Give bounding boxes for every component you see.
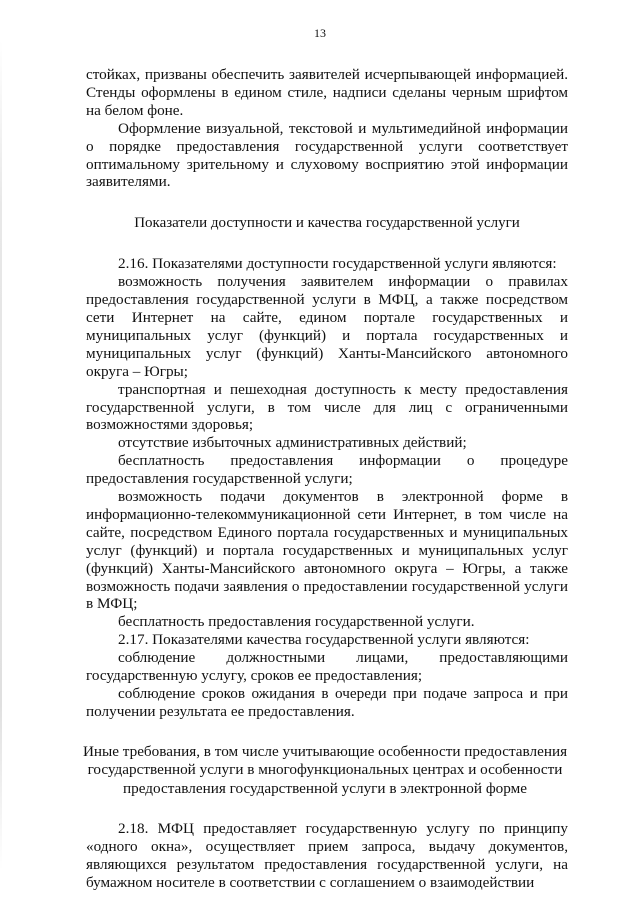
scan-edge-shadow bbox=[0, 40, 2, 870]
list-item-info-access: возможность получения заявителем информации о правилах предоставления государственной услуги в МФЦ, а также посредством сети Интернет на сайте, едином портале государственных и муниципальных услуг (функций) и портала государственных и муниципальных услуг (функций) Ханты-Мансийского автономного округа – Югры; bbox=[86, 273, 568, 380]
page-number: 13 bbox=[314, 26, 326, 40]
list-item-no-excess-actions: отсутствие избыточных административных действий; bbox=[118, 434, 467, 452]
paragraph-stands: стойках, призваны обеспечить заявителей исчерпывающей информацией. Стенды оформлены в едином стиле, надписи сделаны черным шрифтом на белом фоне. bbox=[86, 66, 568, 119]
clause-2-16: 2.16. Показателями доступности государственной услуги являются: bbox=[118, 255, 557, 273]
section-heading-other-requirements: Иные требования, в том числе учитывающие особенности предоставления государственной услуги в многофункциональных центрах и особенности предоставления государственной услуги в электронной форме bbox=[82, 742, 568, 797]
clause-2-17: 2.17. Показателями качества государственной услуги являются: bbox=[118, 631, 530, 649]
list-item-deadlines: соблюдение должностными лицами, предоставляющими государственную услугу, сроков ее предоставления; bbox=[86, 649, 568, 685]
clause-2-18: 2.18. МФЦ предоставляет государственную услугу по принципу «одного окна», осуществляет прием запроса, выдачу документов, являющихся результатом предоставления государственной услуги, на бумажном носителе в соответствии с соглашением о взаимодействии bbox=[86, 820, 568, 892]
document-body bbox=[82, 66, 568, 892]
list-item-free-info: бесплатность предоставления информации о процедуре предоставления государственной услуги; bbox=[86, 452, 568, 488]
list-item-queue-time: соблюдение сроков ожидания в очереди при подаче запроса и при получении результата ее предоставления. bbox=[86, 685, 568, 720]
paragraph-visual-info: Оформление визуальной, текстовой и мультимедийной информации о порядке предоставления государственной услуги соответствует оптимальному зрительному и слуховому восприятию этой информации заявителями. bbox=[86, 119, 568, 191]
list-item-free-service: бесплатность предоставления государственной услуги. bbox=[118, 613, 475, 631]
list-item-transport: транспортная и пешеходная доступность к месту предоставления государственной услуги, в том числе для лиц с ограниченными возможностями здоровья; bbox=[86, 380, 568, 434]
list-item-electronic-submission: возможность подачи документов в электронной форме в информационно-телекоммуникационной сети Интернет, в том числе на сайте, посредством Единого портала государственных и муниципальных услуг (функций) и портала государственных и муниципальных услуг (функций) Ханты-Мансийского автономного округа – Югры, а также возможность подачи заявления о предоставлении государственной услуги в МФЦ; bbox=[86, 488, 568, 613]
section-heading-accessibility: Показатели доступности и качества государственной услуги bbox=[134, 215, 520, 232]
